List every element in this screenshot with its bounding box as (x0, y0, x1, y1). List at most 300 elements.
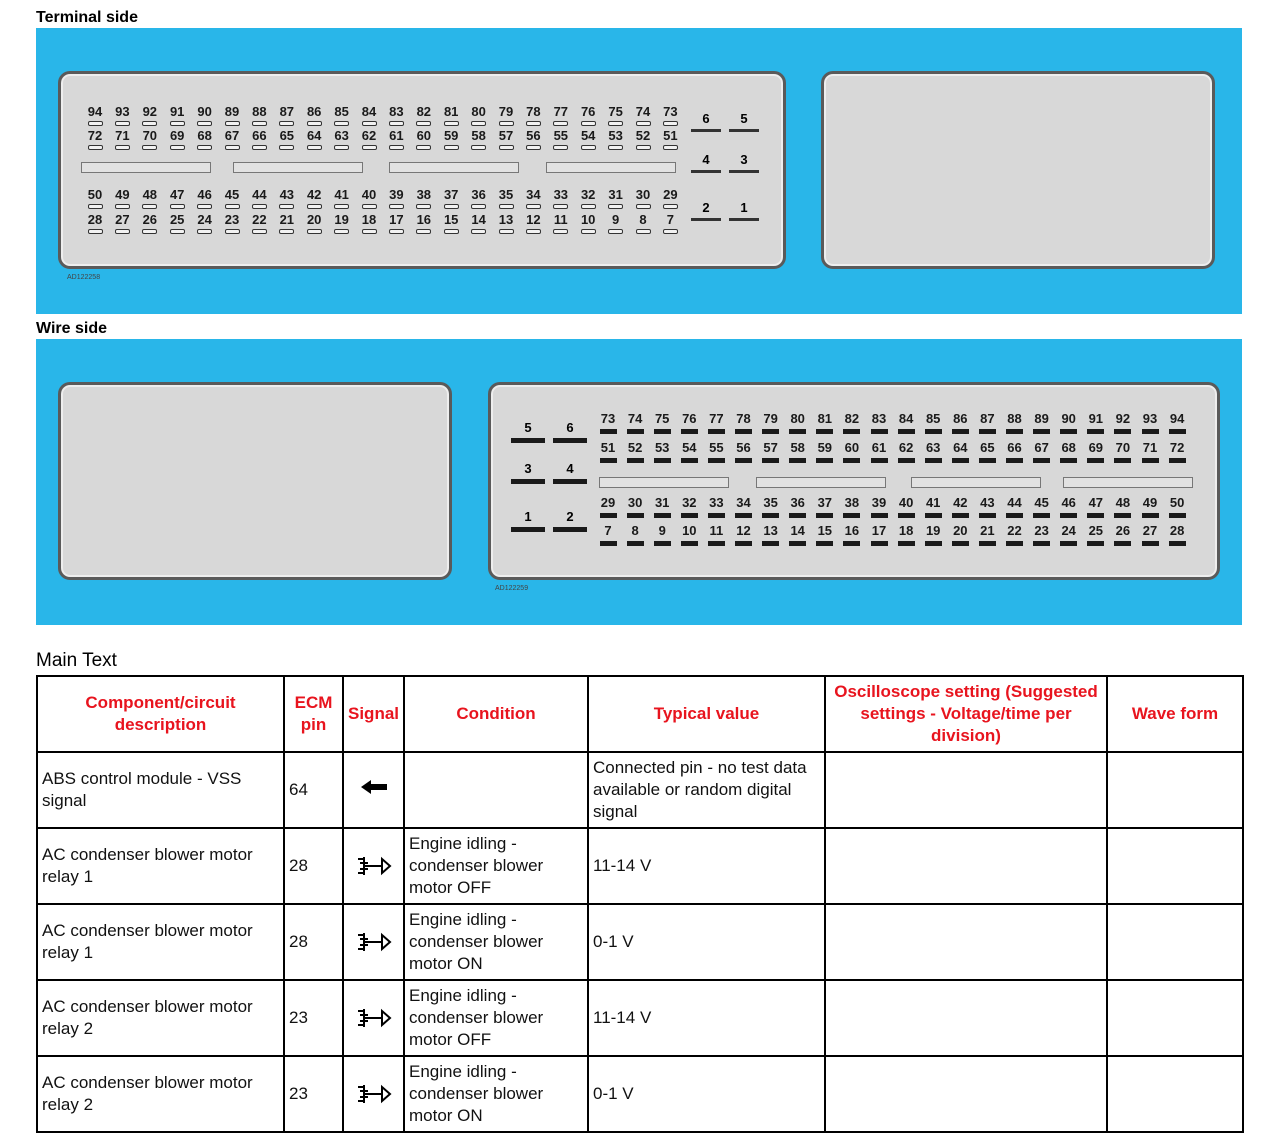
pin-bar (708, 541, 725, 546)
terminal-pin (84, 212, 106, 234)
pin-slot (197, 145, 212, 150)
pin-number: 57 (763, 440, 778, 455)
pin-bar (600, 513, 617, 518)
terminal-pin (495, 128, 517, 150)
pin-slot (471, 229, 486, 234)
pin-bar (871, 429, 888, 434)
wire-pin (840, 411, 864, 434)
cell-signal (343, 904, 404, 980)
pin-slot (663, 204, 678, 209)
pin-slot (729, 218, 759, 221)
pin-number: 54 (580, 128, 596, 143)
pin-number: 91 (1088, 411, 1104, 426)
pin-slot (170, 204, 185, 209)
pin-bar (627, 513, 644, 518)
cell-wave-form (1107, 752, 1243, 828)
pin-number: 55 (553, 128, 569, 143)
pin-number: 45 (224, 187, 240, 202)
pin-slot (553, 121, 568, 126)
terminal-pin (413, 128, 435, 150)
terminal-pin (577, 128, 599, 150)
terminal-pin (577, 212, 599, 234)
pin-number: 69 (1088, 440, 1104, 455)
terminal-pin (303, 104, 325, 126)
wire-pin (596, 523, 620, 546)
pin-bar (735, 513, 752, 518)
pin-slot (608, 145, 623, 150)
pin-number: 11 (553, 212, 568, 227)
wire-pin (623, 523, 647, 546)
pin-number: 65 (279, 128, 295, 143)
wire-pin (759, 523, 783, 546)
pin-number: 41 (925, 495, 941, 510)
pin-bar (735, 541, 752, 546)
header-typical-value: Typical value (588, 676, 825, 752)
terminal-pin (385, 128, 407, 150)
pin-slot (581, 204, 596, 209)
pin-number: 11 (709, 523, 724, 538)
pin-number: 16 (844, 523, 860, 538)
pin-bar (681, 541, 698, 546)
pin-number: 88 (1007, 411, 1022, 426)
pin-slot (279, 121, 294, 126)
pin-number: 2 (702, 200, 710, 215)
cell-oscilloscope (825, 752, 1107, 828)
wire-pin (1165, 411, 1189, 434)
wire-power-pin (511, 509, 545, 532)
pin-number: 94 (1169, 411, 1185, 426)
terminal-pin (550, 128, 572, 150)
terminal-pin (440, 104, 462, 126)
wire-pin (759, 440, 783, 463)
pin-bar (871, 513, 888, 518)
pin-slot (307, 204, 322, 209)
pin-number: 47 (169, 187, 185, 202)
pin-slot (115, 204, 130, 209)
pin-bar (654, 458, 671, 463)
cell-oscilloscope (825, 828, 1107, 904)
terminal-pin (166, 104, 188, 126)
pin-number: 22 (252, 212, 267, 227)
relay-output-icon (354, 1008, 394, 1027)
wire-pin (1138, 440, 1162, 463)
pin-number: 34 (736, 495, 751, 510)
pin-number: 42 (953, 495, 968, 510)
terminal-pin (659, 187, 681, 209)
terminal-pin (468, 187, 490, 209)
cell-wave-form (1107, 828, 1243, 904)
pin-number: 20 (306, 212, 322, 227)
wire-pin (786, 440, 810, 463)
terminal-pin (303, 212, 325, 234)
pin-slot (142, 121, 157, 126)
header-oscilloscope: Oscilloscope setting (Suggested settings - Voltage/time per division) (825, 676, 1107, 752)
cell-description: AC condenser blower motor relay 2 (37, 1056, 284, 1132)
terminal-pin (194, 104, 216, 126)
pin-number: 76 (580, 104, 596, 119)
pin-number: 80 (471, 104, 486, 119)
terminal-power-pin (691, 111, 721, 132)
pin-number: 63 (334, 128, 349, 143)
pin-bar (816, 458, 833, 463)
terminal-pin (632, 128, 654, 150)
pin-number: 26 (1115, 523, 1131, 538)
pin-slot (170, 145, 185, 150)
pin-slot (663, 145, 678, 150)
pin-number: 73 (663, 104, 678, 119)
pin-bar (681, 458, 698, 463)
pin-number: 54 (682, 440, 697, 455)
wire-pin (867, 495, 891, 518)
wire-pin (759, 411, 783, 434)
pin-slot (389, 145, 404, 150)
pin-number: 65 (980, 440, 995, 455)
pin-bar (600, 458, 617, 463)
cell-wave-form (1107, 1056, 1243, 1132)
terminal-pin (84, 104, 106, 126)
terminal-pin (303, 187, 325, 209)
pin-bar (654, 513, 671, 518)
pin-number: 9 (658, 523, 666, 538)
terminal-pin (659, 104, 681, 126)
pin-number: 70 (142, 128, 158, 143)
wire-pin (650, 523, 674, 546)
pin-number: 39 (389, 187, 404, 202)
pin-slot (197, 121, 212, 126)
pin-slot (608, 229, 623, 234)
cell-ecm-pin: 23 (284, 1056, 343, 1132)
pin-slot (471, 204, 486, 209)
pin-number: 2 (566, 509, 574, 524)
pin-bar (843, 541, 860, 546)
pin-bar (898, 513, 915, 518)
pin-number: 93 (1142, 411, 1158, 426)
wire-pin (1057, 523, 1081, 546)
terminal-power-pin (691, 152, 721, 173)
pin-slot (416, 145, 431, 150)
pin-slot (197, 229, 212, 234)
pin-number: 56 (736, 440, 751, 455)
wire-pin (1003, 495, 1027, 518)
pin-bar (1142, 513, 1159, 518)
pin-number: 36 (471, 187, 486, 202)
wire-pin (975, 523, 999, 546)
terminal-pin (331, 128, 353, 150)
pin-number: 23 (1034, 523, 1049, 538)
pin-number: 62 (361, 128, 377, 143)
pin-number: 51 (663, 128, 678, 143)
pin-number: 32 (682, 495, 697, 510)
terminal-pin (331, 212, 353, 234)
pin-number: 1 (740, 200, 748, 215)
pin-slot (471, 121, 486, 126)
terminal-blank-connector (821, 71, 1215, 269)
pin-slot (307, 121, 322, 126)
pin-number: 89 (1034, 411, 1049, 426)
pin-number: 71 (115, 128, 130, 143)
pin-bar (1114, 513, 1131, 518)
wire-pin (732, 523, 756, 546)
wire-pin (894, 411, 918, 434)
wire-pin (840, 495, 864, 518)
pin-number: 25 (1088, 523, 1104, 538)
pin-bar (1114, 458, 1131, 463)
pin-slot (334, 121, 349, 126)
wire-pin (650, 440, 674, 463)
pin-slot (608, 121, 623, 126)
terminal-pin (605, 187, 627, 209)
connector-rib (1063, 477, 1193, 488)
pin-bar (952, 429, 969, 434)
pin-bar (1033, 458, 1050, 463)
cell-signal (343, 828, 404, 904)
pin-slot (279, 229, 294, 234)
pin-slot (444, 229, 459, 234)
pin-number: 25 (169, 212, 185, 227)
wire-pin (677, 440, 701, 463)
wire-pin (1165, 523, 1189, 546)
pin-number: 78 (736, 411, 751, 426)
pin-slot (307, 229, 322, 234)
pin-number: 63 (925, 440, 941, 455)
terminal-pin (84, 187, 106, 209)
wire-pin (1030, 495, 1054, 518)
cell-typical-value: 11-14 V (588, 828, 825, 904)
wire-pin (975, 495, 999, 518)
pin-slot (279, 204, 294, 209)
pin-bar (871, 541, 888, 546)
pin-bar (511, 479, 545, 484)
pin-slot (334, 229, 349, 234)
cell-description: AC condenser blower motor relay 2 (37, 980, 284, 1056)
pin-number: 40 (898, 495, 914, 510)
terminal-pin (413, 104, 435, 126)
pin-slot (252, 229, 267, 234)
pin-number: 85 (334, 104, 349, 119)
pin-slot (115, 121, 130, 126)
wire-pin (921, 523, 945, 546)
pin-number: 12 (736, 523, 751, 538)
pin-bar (843, 513, 860, 518)
terminal-pin (358, 128, 380, 150)
terminal-power-pin (729, 200, 759, 221)
pin-slot (663, 121, 678, 126)
terminal-pin (248, 128, 270, 150)
pin-number: 61 (871, 440, 887, 455)
wire-pin (1003, 440, 1027, 463)
pin-number: 72 (1169, 440, 1185, 455)
terminal-pin (495, 212, 517, 234)
wire-pin (623, 495, 647, 518)
pin-bar (979, 458, 996, 463)
cell-typical-value: 0-1 V (588, 904, 825, 980)
pin-number: 59 (443, 128, 459, 143)
pin-slot (691, 170, 721, 173)
cell-description: ABS control module - VSS signal (37, 752, 284, 828)
pin-number: 94 (87, 104, 103, 119)
pin-slot (581, 229, 596, 234)
pin-bar (553, 527, 587, 532)
pin-slot (362, 204, 377, 209)
terminal-pin (221, 212, 243, 234)
pin-number: 9 (611, 212, 620, 227)
pin-number: 84 (361, 104, 377, 119)
wire-pin (948, 411, 972, 434)
pin-number: 47 (1088, 495, 1104, 510)
pin-number: 64 (306, 128, 322, 143)
header-wave-form: Wave form (1107, 676, 1243, 752)
pin-slot (334, 145, 349, 150)
wire-pin (1084, 411, 1108, 434)
pin-slot (225, 121, 240, 126)
pin-number: 30 (627, 495, 643, 510)
terminal-pin (632, 187, 654, 209)
pin-bar (1033, 429, 1050, 434)
terminal-pin (358, 187, 380, 209)
relay-output-icon (354, 856, 394, 875)
terminal-pin (468, 104, 490, 126)
pin-slot (553, 204, 568, 209)
pin-number: 92 (142, 104, 158, 119)
pin-slot (389, 121, 404, 126)
pin-number: 24 (1061, 523, 1076, 538)
terminal-pin (440, 212, 462, 234)
pin-bar (952, 541, 969, 546)
wire-power-pin (553, 420, 587, 443)
pin-number: 79 (763, 411, 778, 426)
pin-number: 39 (871, 495, 887, 510)
pin-slot (729, 129, 759, 132)
wire-pin (623, 440, 647, 463)
terminal-pin (358, 212, 380, 234)
terminal-pin (385, 104, 407, 126)
pin-slot (252, 204, 267, 209)
pin-number: 40 (361, 187, 377, 202)
pin-number: 74 (635, 104, 651, 119)
pin-bar (681, 429, 698, 434)
terminal-pin (331, 104, 353, 126)
pin-spec-table (36, 675, 1244, 1133)
pin-number: 52 (635, 128, 651, 143)
terminal-power-pin (729, 152, 759, 173)
wire-pin (1030, 440, 1054, 463)
pin-bar (553, 479, 587, 484)
pin-slot (416, 229, 431, 234)
pin-slot (444, 121, 459, 126)
pin-number: 37 (817, 495, 833, 510)
pin-bar (843, 458, 860, 463)
pin-slot (608, 204, 623, 209)
terminal-pin (440, 128, 462, 150)
pin-number: 44 (252, 187, 267, 202)
terminal-pin (248, 212, 270, 234)
pin-number: 28 (1169, 523, 1185, 538)
pin-slot (88, 145, 103, 150)
wire-pin (1030, 411, 1054, 434)
figure-id: AD122258 (67, 274, 101, 281)
pin-slot (252, 145, 267, 150)
pin-bar (627, 541, 644, 546)
pin-bar (1169, 458, 1186, 463)
pin-slot (416, 204, 431, 209)
wire-pin (786, 411, 810, 434)
wire-pin (921, 411, 945, 434)
wire-pin (704, 523, 728, 546)
wire-pin (1138, 523, 1162, 546)
pin-slot (636, 145, 651, 150)
pin-number: 67 (1034, 440, 1049, 455)
terminal-pin (468, 128, 490, 150)
pin-number: 84 (898, 411, 914, 426)
pin-number: 73 (600, 411, 616, 426)
pin-number: 28 (87, 212, 103, 227)
pin-bar (871, 458, 888, 463)
pin-bar (789, 513, 806, 518)
pin-number: 34 (526, 187, 541, 202)
terminal-pin (139, 187, 161, 209)
pin-bar (816, 429, 833, 434)
pin-bar (708, 429, 725, 434)
wire-pin (1084, 523, 1108, 546)
connector-rib (599, 477, 729, 488)
wire-pin (813, 495, 837, 518)
pin-slot (499, 121, 514, 126)
terminal-main-connector (58, 71, 786, 281)
terminal-pin (605, 128, 627, 150)
pin-number: 32 (580, 187, 596, 202)
pin-number: 14 (471, 212, 486, 227)
pin-number: 78 (526, 104, 541, 119)
pin-number: 90 (1061, 411, 1076, 426)
pin-slot (225, 145, 240, 150)
pin-number: 1 (524, 509, 532, 524)
main-text-title: Main Text (36, 650, 117, 671)
terminal-pin (194, 212, 216, 234)
table-row (37, 828, 1243, 904)
pin-bar (735, 458, 752, 463)
table-row (37, 752, 1243, 828)
terminal-pin (577, 104, 599, 126)
pin-number: 33 (709, 495, 724, 510)
pin-slot (362, 121, 377, 126)
wire-pin (840, 440, 864, 463)
pin-number: 27 (115, 212, 130, 227)
pin-number: 29 (663, 187, 678, 202)
pin-bar (762, 458, 779, 463)
connector-rib (233, 162, 363, 173)
cell-typical-value: Connected pin - no test data available or random digital signal (588, 752, 825, 828)
pin-number: 5 (524, 420, 532, 435)
pin-number: 93 (115, 104, 130, 119)
pin-bar (925, 458, 942, 463)
terminal-pin (413, 187, 435, 209)
pin-number: 42 (306, 187, 322, 202)
wire-pin (732, 411, 756, 434)
pin-number: 58 (471, 128, 486, 143)
pin-number: 38 (844, 495, 860, 510)
pin-number: 45 (1034, 495, 1049, 510)
pin-number: 82 (416, 104, 432, 119)
pin-bar (1114, 429, 1131, 434)
pin-number: 86 (953, 411, 968, 426)
cell-signal (343, 752, 404, 828)
terminal-pin (522, 128, 544, 150)
pin-number: 80 (790, 411, 805, 426)
wire-pin (948, 440, 972, 463)
terminal-pin (632, 104, 654, 126)
pin-bar (816, 513, 833, 518)
pin-number: 15 (443, 212, 459, 227)
